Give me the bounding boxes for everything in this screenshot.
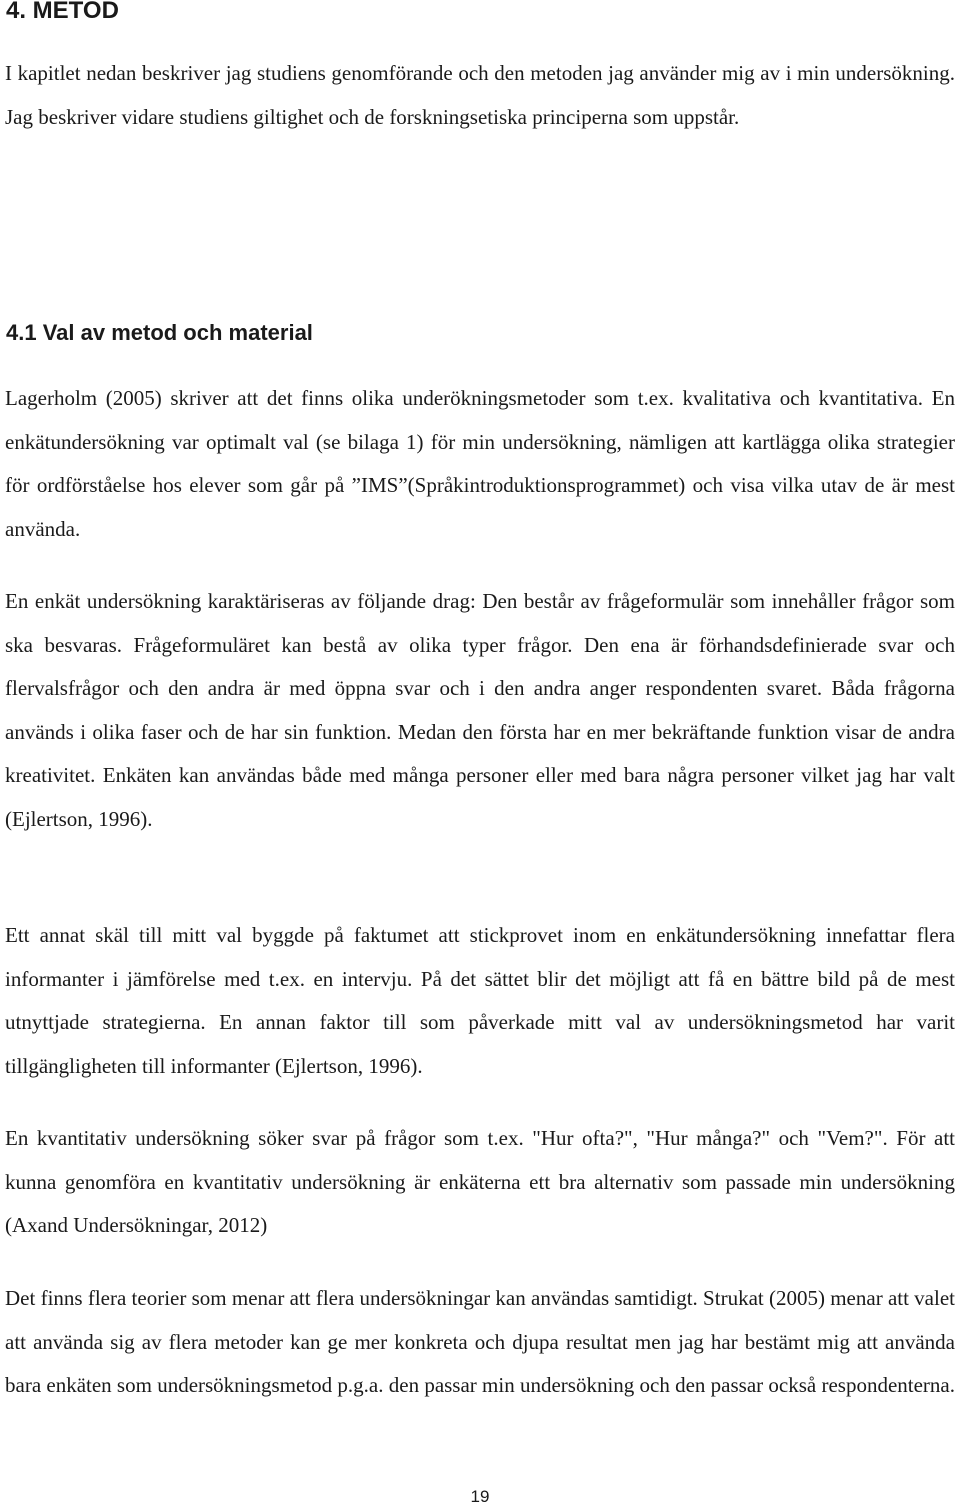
section-heading: 4.1 Val av metod och material (6, 320, 313, 345)
body-paragraph: Lagerholm (2005) skriver att det finns olika underökningsmetoder som t.ex. kvalitativa och kvantitativa. En enkätundersökning var optimalt val (se bilaga 1) för min undersökning, nämligen att kartlägga olika strategier för ordförståelse hos elever som går på ”IMS”(Språkintroduktionsprogrammet) och visa vilka utav de är mest använda. (5, 386, 955, 541)
page-number: 19 (470, 1487, 490, 1506)
body-paragraph: En kvantitativ undersökning söker svar på frågor som t.ex. "Hur ofta?", "Hur många?" och "Vem?". För att kunna genomföra en kvantitativ undersökning är enkäterna ett bra alternativ som passade min undersökning (Axand Undersökningar, 2012) (5, 1126, 955, 1238)
body-paragraph: En enkät undersökning karaktäriseras av följande drag: Den består av frågeformulär som innehåller frågor som ska besvaras. Frågeformuläret kan bestå av olika typer frågor. Den ena är förhandsdefinierade svar och flervalsfrågor och den andra är med öppna svar och i den andra anger respondenten svaret. Båda frågorna används i olika faser och de har sin funktion. Medan den första har en mer bekräftande funktion visar de andra kreativitet. Enkäten kan användas både med många personer eller med bara några personer vilket jag har valt (Ejlertson, 1996). (5, 589, 955, 831)
intro-paragraph: I kapitlet nedan beskriver jag studiens genomförande och den metoden jag använder mig av i min undersökning. Jag beskriver vidare studiens giltighet och de forskningsetiska principerna som uppstår. (5, 61, 955, 129)
chapter-heading: 4. METOD (6, 0, 119, 24)
body-paragraph: Det finns flera teorier som menar att flera undersökningar kan användas samtidigt. Strukat (2005) menar att valet att använda sig av flera metoder kan ge mer konkreta och djupa resultat men jag har bestämt mig att använda bara enkäten som undersökningsmetod p.g.a. den passar min undersökning och den passar också respondenterna. (5, 1286, 955, 1398)
body-paragraph: Ett annat skäl till mitt val byggde på faktumet att stickprovet inom en enkätundersökning innefattar flera informanter i jämförelse med t.ex. en intervju. På det sättet blir det möjligt att få en bättre bild på de mest utnyttjade strategierna. En annan faktor till som påverkade mitt val av undersökningsmetod har varit tillgängligheten till informanter (Ejlertson, 1996). (5, 923, 955, 1078)
